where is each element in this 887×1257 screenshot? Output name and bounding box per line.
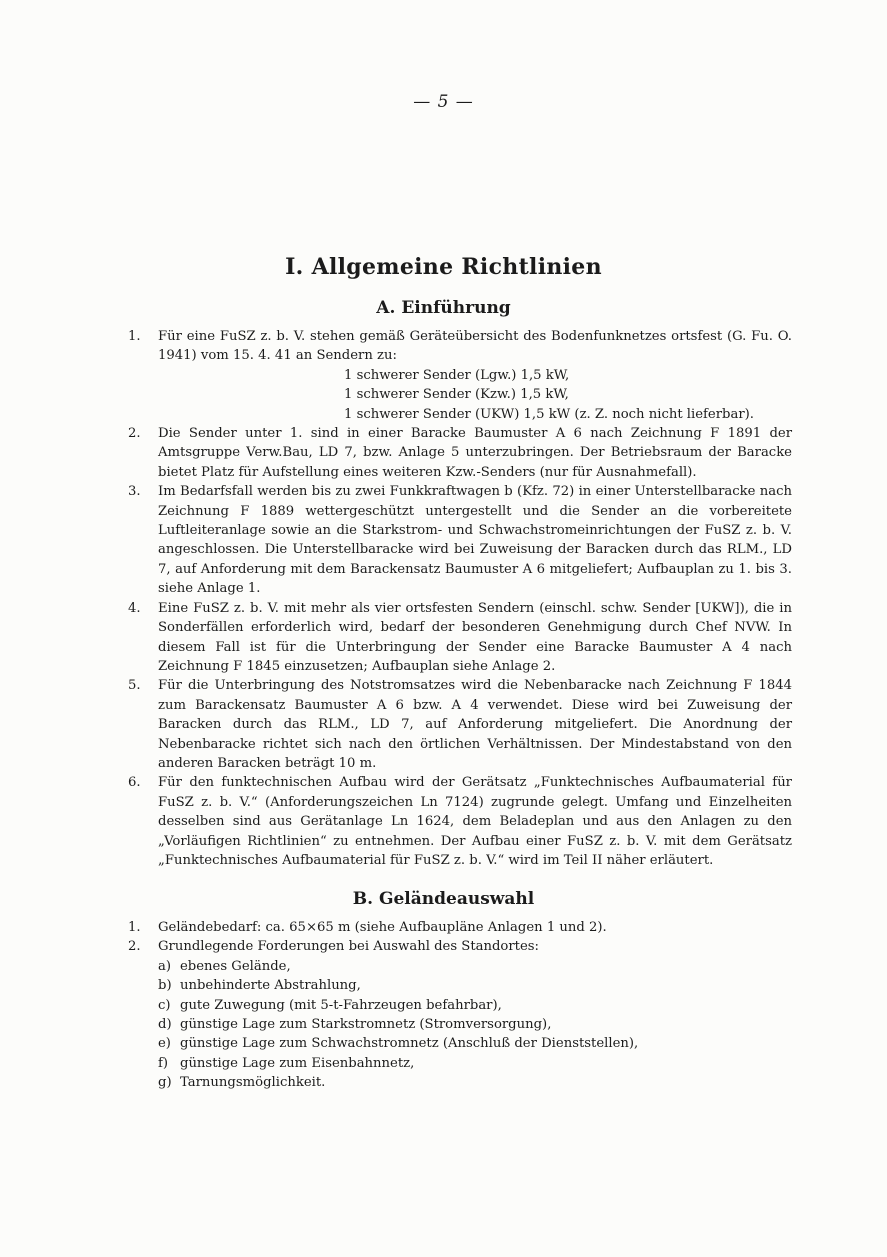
item-number: 3.	[128, 484, 141, 500]
sender-list	[344, 366, 792, 424]
sub-list-container	[128, 957, 792, 1093]
sub-letter: d)	[158, 1017, 172, 1033]
item-text: Eine FuSZ z. b. V. mit mehr als vier ortsfesten Sendern (einschl. schw. Sender [UKW]), die in Sonderfällen erforderlich wird, bedarf der besonderen Genehmigung durch Chef NVW. In diesem Fall ist für die Unterbringung der Sender eine Baracke Baumuster A 4 nach Zeichnung F 1845 einzusetzen; Aufbauplan siehe Anlage 2.	[158, 600, 792, 674]
requirements-sublist	[128, 957, 792, 1093]
item-text: Geländebedarf: ca. 65×65 m (siehe Aufbaupläne Anlagen 1 und 2).	[158, 920, 607, 935]
sub-text: günstige Lage zum Eisenbahnnetz,	[180, 1055, 415, 1071]
sub-list-item	[158, 1073, 792, 1092]
sub-text: günstige Lage zum Starkstromnetz (Stromversorgung),	[180, 1017, 552, 1033]
sub-list-item	[158, 1015, 792, 1034]
sub-list-item	[158, 1034, 792, 1053]
item-number: 1.	[128, 329, 141, 344]
sub-list-item	[158, 996, 792, 1015]
sub-text: unbehinderte Abstrahlung,	[180, 978, 361, 994]
sub-letter: f)	[158, 1055, 169, 1071]
sub-text: Tarnungsmöglichkeit.	[180, 1075, 326, 1091]
list-item	[128, 937, 792, 956]
sub-text: ebenes Gelände,	[180, 958, 291, 974]
sender-line: 1 schwerer Sender (UKW) 1,5 kW (z. Z. noch nicht lieferbar).	[344, 406, 754, 422]
item-text: Für den funktechnischen Aufbau wird der Gerätsatz „Funktechnisches Aufbaumaterial für FuSZ z. b. V.“ (Anforderungszeichen Ln 7124) zugrunde gelegt. Umfang und Einzelheiten desselben sind aus Gerätanlage Ln 1624, dem Beladeplan und aus den Anlagen zu den „Vorläufigen Richtlinien“ zu entnehmen. Der Aufbau einer FuSZ z. b. V. mit dem Gerätsatz „Funktechnisches Aufbaumaterial für FuSZ z. b. V.“ wird im Teil II näher erläutert.	[158, 775, 792, 868]
item-number: 2.	[128, 939, 141, 955]
sender-line: 1 schwerer Sender (Lgw.) 1,5 kW,	[344, 367, 570, 383]
item-text: Die Sender unter 1. sind in einer Baracke Baumuster A 6 nach Zeichnung F 1891 der Amtsgruppe Verw.Bau, LD 7, bzw. Anlage 5 unterzubringen. Der Betriebsraum der Baracke bietet Platz für Aufstellung eines weiteren Kzw.-Senders (nur für Ausnahmefall).	[158, 426, 792, 480]
sub-list-item	[158, 1054, 792, 1073]
item-number: 4.	[128, 600, 141, 616]
list-item	[128, 327, 792, 424]
sub-letter: g)	[158, 1075, 172, 1091]
item-number: 5.	[128, 678, 141, 694]
item-number: 1.	[128, 920, 141, 935]
list-item	[128, 482, 792, 598]
section-b-list	[128, 918, 792, 1093]
list-item	[128, 424, 792, 482]
sub-list-item	[158, 957, 792, 976]
sub-list-item	[158, 976, 792, 995]
item-text: Für eine FuSZ z. b. V. stehen gemäß Geräteübersicht des Bodenfunknetzes ortsfest (G. Fu. O. 1941) vom 15. 4. 41 an Sendern zu:	[158, 329, 792, 364]
item-text: Für die Unterbringung des Notstromsatzes wird die Nebenbaracke nach Zeichnung F 1844 zum Barackensatz Baumuster A 6 bzw. A 4 verwendet. Diese wird bei Zuweisung der Baracken durch das RLM., LD 7, auf Anforderung mitgeliefert. Die Anordnung der Nebenbaracke richtet sich nach den örtlichen Verhältnissen. Der Mindestabstand von den anderen Baracken beträgt 10 m.	[158, 678, 792, 771]
sub-letter: c)	[158, 997, 171, 1013]
list-item	[128, 599, 792, 677]
sub-letter: e)	[158, 1036, 171, 1052]
item-number: 6.	[128, 775, 141, 791]
page-number: — 5 —	[413, 92, 474, 112]
item-text: Grundlegende Forderungen bei Auswahl des Standortes:	[158, 939, 539, 955]
sub-text: günstige Lage zum Schwachstromnetz (Anschluß der Dienststellen),	[180, 1036, 639, 1052]
item-number: 2.	[128, 426, 141, 442]
main-title: I. Allgemeine Richtlinien	[285, 254, 602, 280]
section-b-heading: B. Geländeauswahl	[352, 889, 535, 909]
list-item	[128, 773, 792, 870]
item-text: Im Bedarfsfall werden bis zu zwei Funkkraftwagen b (Kfz. 72) in einer Unterstellbaracke nach Zeichnung F 1889 wettergeschützt untergestellt und die Sender an die vorbereitete Luftleiteranlage sowie an die Starkstrom- und Schwachstromeinrichtungen der FuSZ z. b. V. angeschlossen. Die Unterstellbaracke wird bei Zuweisung der Baracken durch das RLM., LD 7, auf Anforderung mit dem Barackensatz Baumuster A 6 mitgeliefert; Aufbauplan zu 1. bis 3. siehe Anlage 1.	[158, 484, 792, 597]
list-item	[128, 676, 792, 773]
sender-line: 1 schwerer Sender (Kzw.) 1,5 kW,	[344, 387, 569, 403]
list-item	[128, 918, 792, 937]
sub-text: gute Zuwegung (mit 5-t-Fahrzeugen befahrbar),	[180, 997, 502, 1013]
sub-letter: b)	[158, 978, 172, 994]
section-a-heading: A. Einführung	[376, 298, 511, 318]
section-a-list	[128, 327, 792, 870]
sub-letter: a)	[158, 958, 172, 974]
item-body	[158, 327, 792, 424]
